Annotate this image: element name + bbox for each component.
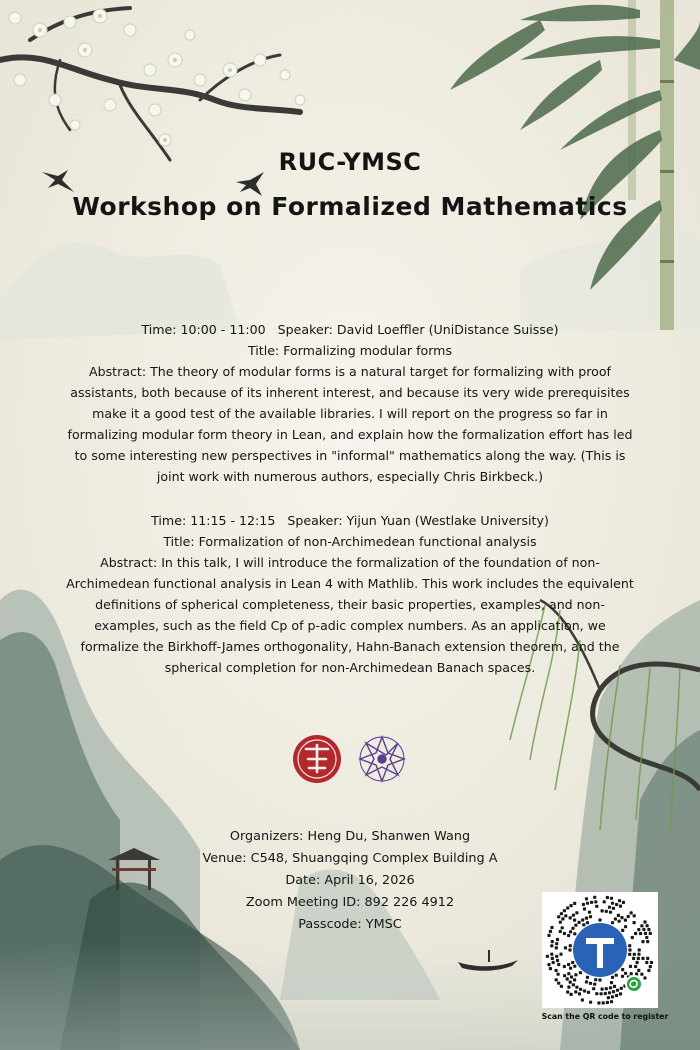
talk-2-abstract: Abstract: In this talk, I will introduce the formalization of the foundation of non-Archimedean functional analysis in Lean 4 with Mathlib. This work includes the equivalent definitions of spherical completeness, their basic properties, examples, and non-examples, such as the field Cp of p-adic complex numbers. As an application, we formalize the Birkhoff-James orthogonality, Hahn-Banach extension theorem, and the spherical completion for non-Archimedean Banach spaces.	[66, 555, 634, 675]
organizers-text: Organizers: Heng Du, Shanwen Wang	[229, 829, 471, 844]
ruc-seal-logo-icon	[293, 735, 341, 783]
workshop-organizer-title: RUC-YMSC	[278, 148, 422, 176]
talk-block-2	[64, 510, 636, 678]
event-info	[150, 826, 550, 936]
talk-block-1	[64, 319, 636, 487]
talk-2-title: Title: Formalization of non-Archimedean functional analysis	[163, 534, 537, 549]
qr-caption: Scan the QR code to register	[541, 1012, 669, 1021]
talk-1-abstract: Abstract: The theory of modular forms is a natural target for formalizing with proof assistants, both because of its inherent interest, and because its very wide prerequisites make it a good test of the available libraries. I will report on the progress so far in formalizing modular form theory in Lean, and explain how the formalization effort has led to some interesting new perspectives in "informal" mathematics along the way. (This is joint work with numerous authors, especially Chris Birkbeck.)	[67, 364, 633, 484]
institution-logos	[0, 732, 700, 792]
registration-qr-code[interactable]	[542, 892, 658, 1008]
talk-2-time-speaker: Time: 11:15 - 12:15 Speaker: Yijun Yuan (Westlake University)	[151, 513, 549, 528]
ymsc-star-logo-icon	[360, 737, 404, 781]
wechat-mini-program-qr-icon	[542, 892, 658, 1008]
talk-1-title: Title: Formalizing modular forms	[247, 343, 453, 358]
zoom-id-text: Zoom Meeting ID: 892 226 4912	[245, 895, 455, 910]
talk-1-time-speaker: Time: 10:00 - 11:00 Speaker: David Loeffler (UniDistance Suisse)	[141, 322, 559, 337]
date-text: Date: April 16, 2026	[285, 873, 415, 888]
passcode-text: Passcode: YMSC	[298, 917, 402, 932]
workshop-title: Workshop on Formalized Mathematics	[72, 192, 628, 221]
venue-text: Venue: C548, Shuangqing Complex Building A	[202, 851, 498, 866]
